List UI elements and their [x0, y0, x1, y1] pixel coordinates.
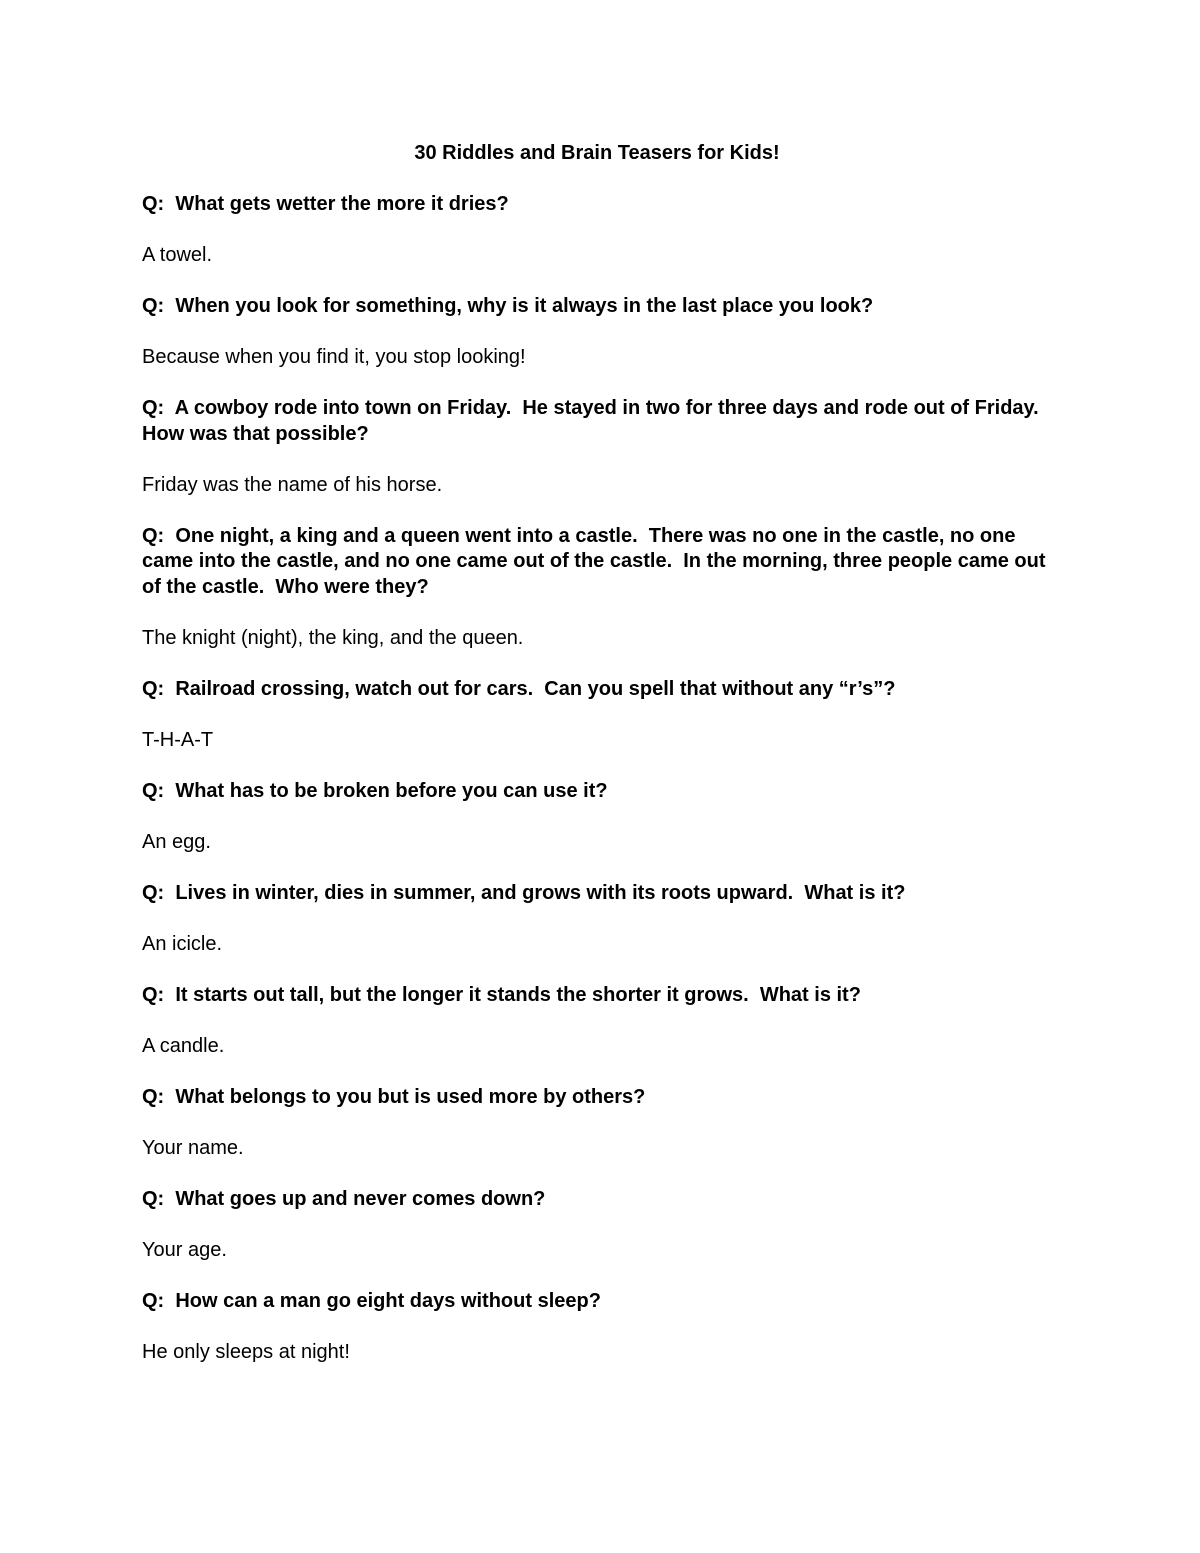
riddle-question: Q: One night, a king and a queen went into a castle. There was no one in the castle, no one came into the castle, and no one came out of the castle. In the morning, three people came out of the castle. Who were they?	[142, 524, 1052, 598]
riddle-question: Q: It starts out tall, but the longer it stands the shorter it grows. What is it?	[142, 983, 861, 1006]
riddle-item	[142, 1289, 1052, 1366]
riddle-answer: An egg.	[142, 830, 211, 853]
riddle-answer: An icicle.	[142, 932, 223, 955]
riddle-item	[142, 396, 1052, 498]
riddle-question: Q: A cowboy rode into town on Friday. He stayed in two for three days and rode out of Friday. How was that possible?	[142, 397, 1050, 445]
riddle-answer: Because when you find it, you stop looking!	[142, 346, 526, 368]
riddle-item	[142, 1187, 1052, 1264]
riddle-item	[142, 677, 1052, 754]
document-title: 30 Riddles and Brain Teasers for Kids!	[414, 142, 780, 164]
riddle-answer: He only sleeps at night!	[142, 1340, 350, 1363]
riddle-answer: Your name.	[142, 1136, 244, 1159]
riddle-question: Q: Railroad crossing, watch out for cars. Can you spell that without any “r’s”?	[142, 677, 896, 700]
document-content	[142, 141, 1052, 1391]
riddle-answer: The knight (night), the king, and the queen.	[142, 626, 524, 649]
riddle-item	[142, 524, 1052, 652]
riddle-item	[142, 1085, 1052, 1162]
riddle-item	[142, 192, 1052, 269]
riddle-answer: Friday was the name of his horse.	[142, 473, 443, 496]
riddle-question: Q: What has to be broken before you can use it?	[142, 779, 608, 802]
riddle-question: Q: What belongs to you but is used more by others?	[142, 1085, 646, 1108]
riddle-answer: T-H-A-T	[142, 728, 214, 751]
riddle-item	[142, 294, 1052, 371]
riddle-answer: Your age.	[142, 1238, 227, 1261]
riddle-item	[142, 881, 1052, 958]
riddle-question: Q: When you look for something, why is it always in the last place you look?	[142, 295, 874, 317]
riddle-item	[142, 983, 1052, 1060]
riddle-question: Q: What gets wetter the more it dries?	[142, 193, 509, 215]
riddle-question: Q: What goes up and never comes down?	[142, 1187, 546, 1210]
riddle-question: Q: How can a man go eight days without sleep?	[142, 1289, 601, 1312]
riddle-answer: A candle.	[142, 1034, 225, 1057]
riddle-question: Q: Lives in winter, dies in summer, and grows with its roots upward. What is it?	[142, 881, 906, 904]
riddle-item	[142, 779, 1052, 856]
riddle-answer: A towel.	[142, 244, 213, 266]
